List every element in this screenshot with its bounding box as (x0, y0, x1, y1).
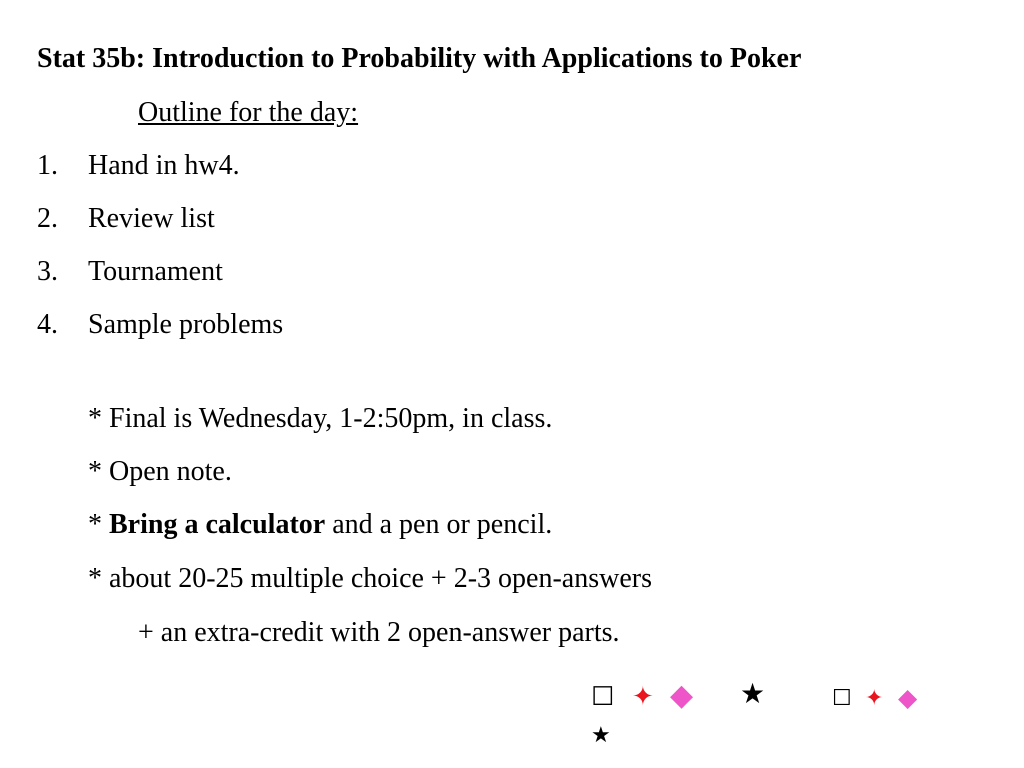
list-item-number: 2. (37, 203, 58, 234)
square-icon: ☐ (832, 686, 852, 711)
note-format: * about 20-25 multiple choice + 2-3 open-answers (88, 563, 652, 594)
note-open-note: * Open note. (88, 456, 232, 487)
red-sparkle-icon: ✦ (865, 686, 884, 711)
star-icon: ★ (740, 677, 766, 710)
note-bring-prefix: * (88, 509, 109, 540)
list-item-number: 3. (37, 256, 58, 287)
note-bring-bold: Bring a calculator (109, 509, 326, 540)
outline-heading: Outline for the day: (138, 97, 359, 128)
pink-diamond-icon: ◆ (898, 683, 918, 712)
pink-diamond-icon: ◆ (670, 678, 694, 713)
list-item-text: Sample problems (88, 309, 284, 340)
note-final: * Final is Wednesday, 1-2:50pm, in class. (88, 403, 553, 434)
list-item-number: 1. (37, 150, 58, 181)
list-item-text: Hand in hw4. (88, 150, 240, 181)
note-bring (88, 509, 552, 541)
note-bring-rest: and a pen or pencil. (325, 509, 553, 540)
red-sparkle-icon: ✦ (632, 682, 654, 712)
list-item-text: Tournament (88, 256, 223, 287)
slide-title: Stat 35b: Introduction to Probability with Applications to Poker (37, 43, 802, 74)
star-icon: ★ (591, 723, 611, 748)
list-item-number: 4. (37, 309, 58, 340)
list-item-text: Review list (88, 203, 215, 234)
note-extra-credit: + an extra-credit with 2 open-answer parts. (138, 617, 620, 648)
square-icon: ☐ (591, 682, 615, 712)
